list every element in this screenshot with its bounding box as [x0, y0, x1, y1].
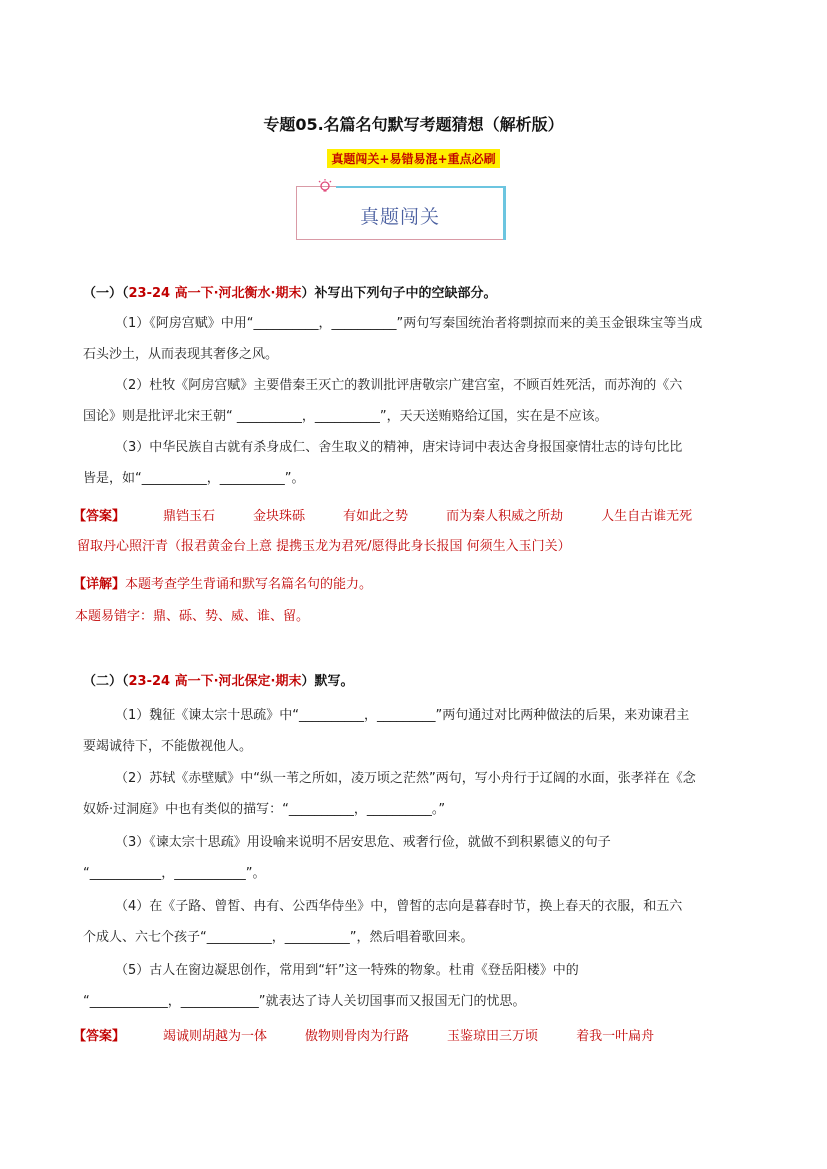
section-1-item-1	[83, 308, 748, 370]
answer-item: 人生自古谁无死	[601, 509, 693, 524]
item-line: （5）古人在窗边凝思创作，常用到“轩”这一特殊的物象。杜甫《登岳阳楼》中的	[115, 963, 579, 978]
item-line: 皆是，如“__________，__________”。	[83, 471, 305, 486]
section-1-error-chars: 本题易错字：鼎、砾、势、威、谁、留。	[75, 609, 310, 624]
answer-item: 金块珠砾	[253, 509, 306, 524]
answer-line-2: 留取丹心照汗青（报君黄金台上意 提携玉龙为君死/愿得此身长报国 何须生入玉门关）	[77, 539, 571, 554]
section-2-item-5	[83, 955, 748, 1017]
section-2-item-3	[83, 827, 748, 889]
section-1-item-3	[83, 432, 748, 494]
section-1-suffix: ）补写出下列句子中的空缺部分。	[301, 286, 497, 301]
item-line: 石头沙土，从而表现其奢侈之风。	[83, 347, 279, 362]
answer-item: 傲物则骨肉为行路	[305, 1029, 410, 1044]
item-line: 要竭诚待下，不能傲视他人。	[83, 739, 253, 754]
subtitle-part-1: 真题闯关	[331, 152, 380, 166]
answer-tag: 【答案】	[73, 509, 126, 524]
item-line: “___________，___________”。	[83, 866, 266, 881]
item-line: （1）魏征《谏太宗十思疏》中“__________，_________”两句通过对比两种做法的后果，来劝谏君主	[115, 708, 690, 723]
section-1-answer	[73, 502, 763, 562]
subtitle-wrap	[0, 148, 827, 168]
answer-item: 有如此之势	[343, 509, 409, 524]
answer-item: 鼎铛玉石	[163, 509, 216, 524]
page-title: 专题05.名篇名句默写考题猜想（解析版）	[263, 115, 564, 134]
subtitle-highlight	[327, 149, 499, 168]
subtitle-part-3: 重点必刷	[447, 152, 496, 166]
answer-item: 玉鉴琼田三万顷	[447, 1029, 539, 1044]
section-1-prefix: （一）（	[83, 286, 129, 301]
section-2-item-4	[83, 891, 748, 953]
section-banner	[296, 180, 506, 242]
subtitle-plus-1: +	[379, 152, 390, 166]
subtitle-plus-2: +	[437, 152, 448, 166]
item-line: “____________，____________”就表达了诗人关切国事而又报国无门的忧思。	[83, 994, 526, 1009]
section-2-heading	[83, 670, 354, 689]
banner-top-line	[336, 186, 504, 188]
item-line: 奴娇·过洞庭》中也有类似的描写：“__________，__________。”	[83, 802, 446, 817]
answer-item: 竭诚则胡越为一体	[163, 1029, 268, 1044]
section-2-prefix: （二）（	[83, 674, 129, 689]
section-2-answer	[73, 1022, 763, 1052]
answer-item: 着我一叶扁舟	[576, 1029, 655, 1044]
answer-tag: 【答案】	[73, 1029, 126, 1044]
answer-item: 而为秦人积威之所劫	[446, 509, 564, 524]
section-1-item-2	[83, 370, 748, 432]
detail-tag: 【详解】	[73, 577, 126, 592]
item-line: 国论》则是批评北宋王朝“ __________，__________”，天天送贿赂给辽国，实在是不应该。	[83, 409, 608, 424]
item-line: （4）在《子路、曾皙、冉有、公西华侍坐》中，曾皙的志向是暮春时节，换上春天的衣服，和五六	[115, 899, 683, 914]
banner-title: 真题闯关	[359, 206, 440, 228]
section-2-item-1	[83, 700, 748, 762]
item-line: 个成人、六七个孩子“__________，__________”，然后唱着歌回来。	[83, 930, 474, 945]
section-2-source: 23-24 高一下·河北保定·期末	[128, 674, 302, 689]
item-line: （2）杜牧《阿房宫赋》主要借秦王灭亡的教训批评唐敬宗广建宫室，不顾百姓死活，而苏洵的《六	[115, 378, 683, 393]
section-1-heading	[83, 282, 497, 301]
item-line: （3）中华民族自古就有杀身成仁、舍生取义的精神，唐宋诗词中表达舍身报国豪情壮志的诗句比比	[115, 440, 683, 455]
section-2-suffix: ）默写。	[301, 674, 354, 689]
item-line: （2）苏轼《赤壁赋》中“纵一苇之所如，凌万顷之茫然”两句，写小舟行于辽阔的水面，张孝祥在《念	[115, 771, 696, 786]
section-1-detail	[73, 573, 372, 592]
detail-text: 本题考查学生背诵和默写名篇名句的能力。	[125, 577, 373, 592]
item-line: （1）《阿房宫赋》中用“__________，__________”两句写秦国统治者将剽掠而来的美玉金银珠宝等当成	[115, 316, 703, 331]
item-line: （3）《谏太宗十思疏》用设喻来说明不居安思危、戒奢行俭，就做不到积累德义的句子	[115, 835, 611, 850]
subtitle-part-2: 易错易混	[389, 152, 438, 166]
lightbulb-icon	[316, 178, 334, 196]
section-2-item-2	[83, 763, 748, 825]
section-1-source: 23-24 高一下·河北衡水·期末	[128, 286, 302, 301]
